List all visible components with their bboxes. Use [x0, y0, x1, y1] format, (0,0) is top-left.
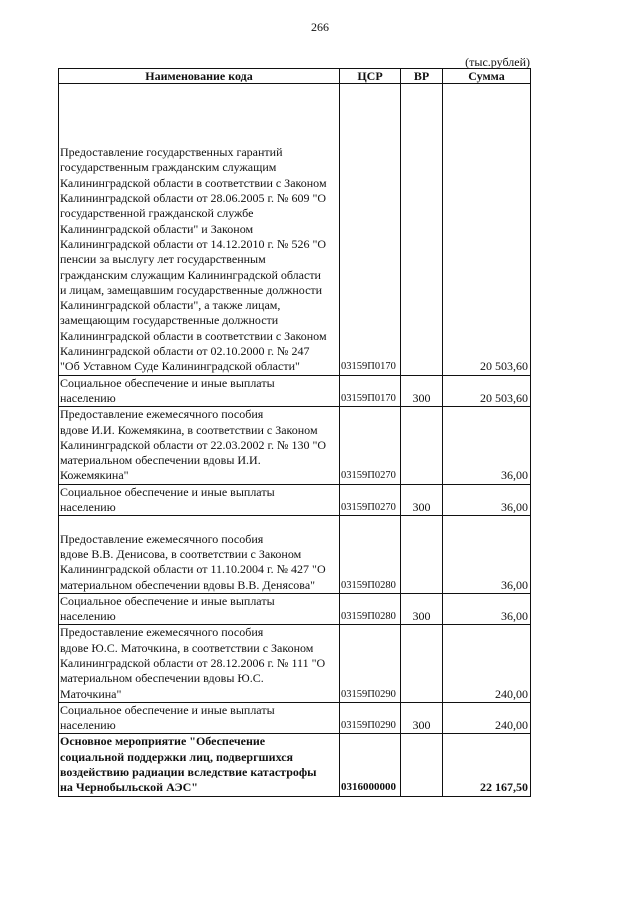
row-name: Социальное обеспечение и иные выплаты населению	[60, 375, 275, 405]
row-sum: 36,00	[443, 593, 531, 625]
header-row	[59, 69, 531, 84]
row-name: Предоставление ежемесячного пособия вдове Ю.С. Маточкина, в соответствии с Законом Калининградской области от 28.12.2006 г. № 111 "О материальном обеспечении вдовы Ю.С. Маточкина"	[60, 625, 326, 701]
row-type	[401, 407, 443, 484]
table-row	[59, 625, 531, 702]
table-row	[59, 484, 531, 516]
table-row	[59, 734, 531, 796]
header-type: ВР	[401, 69, 443, 84]
table-row	[59, 516, 531, 593]
row-type	[401, 625, 443, 702]
row-type	[401, 84, 443, 376]
row-name: Предоставление ежемесячного пособия вдове И.И. Кожемякина, в соответствии с Законом Калининградской области от 22.03.2002 г. № 130 "О материальном обеспечении вдовы И.И. Кожемякина"	[60, 407, 327, 483]
row-code: 03159П0170	[340, 375, 401, 407]
row-name-cell	[59, 484, 340, 516]
table-row	[59, 593, 531, 625]
table-body	[59, 84, 531, 797]
row-type	[401, 734, 443, 796]
row-code: 03159П0170	[340, 84, 401, 376]
row-code: 03159П0280	[340, 593, 401, 625]
row-name-cell	[59, 734, 340, 796]
row-sum: 240,00	[443, 702, 531, 734]
budget-table	[58, 68, 531, 797]
row-name: Социальное обеспечение и иные выплаты населению	[60, 702, 275, 733]
header-name: Наименование кода	[59, 69, 340, 84]
row-name: Основное мероприятие "Обеспечение социальной поддержки лиц, подвергшихся воздействию радиации вследствие катастрофы на Чернобыльской АЭС"	[60, 734, 317, 795]
table-row	[59, 407, 531, 484]
row-sum: 240,00	[443, 625, 531, 702]
page-number: 266	[311, 20, 329, 34]
table-row	[59, 702, 531, 734]
unit-label: (тыс.рублей)	[465, 55, 530, 69]
row-name: Социальное обеспечение и иные выплаты населению	[60, 593, 275, 624]
row-code: 03159П0280	[340, 516, 401, 593]
row-name-cell	[59, 625, 340, 702]
row-name-cell	[59, 516, 340, 593]
row-code: 03159П0290	[340, 702, 401, 734]
row-code: 0316000000	[340, 734, 401, 796]
row-type: 300	[401, 375, 443, 407]
header-sum: Сумма	[443, 69, 531, 84]
row-sum: 36,00	[443, 516, 531, 593]
row-name: Предоставление ежемесячного пособия вдове В.В. Денисова, в соответствии с Законом Калининградской области от 11.10.2004 г. № 427 "О материальном обеспечении вдовы В.В. Денясова"	[60, 531, 326, 592]
row-name-cell	[59, 593, 340, 625]
row-code: 03159П0270	[340, 407, 401, 484]
row-name-cell	[59, 702, 340, 734]
row-sum: 22 167,50	[443, 734, 531, 796]
row-name: Предоставление государственных гарантий государственным гражданским служащим Калининградской области в соответствии с Законом Калининградской области от 28.06.2005 г. № 609 "О государственной гражданской службе Калининградской области" и Законом Калининградской области от 14.12.2010 г. № 526 "О пенсии за выслугу лет государственным гражданским служащим Калининградской области и лицам, замещавшим государственные должности Калининградской области", а также лицам, замещающим государственные должности Калининградской области в соответствии с Законом Калининградской области от 02.10.2000 г. № 247 "Об Уставном Суде Калининградской области"	[60, 145, 327, 374]
row-sum: 20 503,60	[443, 375, 531, 407]
table-row	[59, 375, 531, 407]
row-name: Социальное обеспечение и иные выплаты населению	[60, 484, 275, 515]
row-sum: 36,00	[443, 407, 531, 484]
row-name-cell	[59, 84, 340, 376]
row-name-cell	[59, 375, 340, 407]
row-name-cell	[59, 407, 340, 484]
row-code: 03159П0270	[340, 484, 401, 516]
row-sum: 20 503,60	[443, 84, 531, 376]
row-sum: 36,00	[443, 484, 531, 516]
row-type: 300	[401, 593, 443, 625]
table-row	[59, 84, 531, 376]
row-type: 300	[401, 484, 443, 516]
row-type: 300	[401, 702, 443, 734]
row-code: 03159П0290	[340, 625, 401, 702]
header-code: ЦСР	[340, 69, 401, 84]
row-type	[401, 516, 443, 593]
